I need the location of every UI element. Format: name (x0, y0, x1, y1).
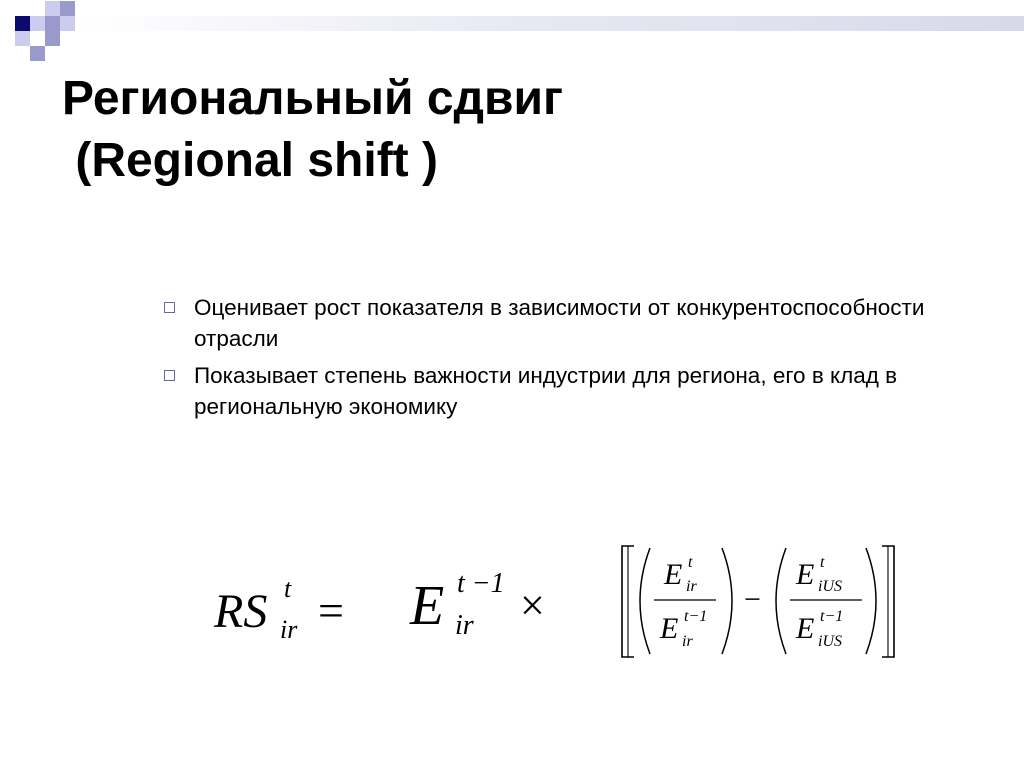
deco-square (45, 31, 60, 46)
formula-factor-sub: ir (455, 610, 474, 641)
formula-factor-sup: t −1 (457, 568, 505, 599)
right-paren (722, 548, 732, 654)
fraction1-denominator-sup: t−1 (684, 608, 708, 625)
formula-lhs: RS (214, 585, 268, 638)
fraction1-numerator-sub: ir (686, 578, 697, 595)
deco-gradient-bar (75, 16, 1024, 31)
fraction2-numerator: E (796, 558, 815, 591)
formula-lhs-sup: t (284, 574, 292, 603)
fraction1-denominator: E (660, 612, 679, 645)
decorative-header (0, 0, 1024, 60)
bullet-item (162, 360, 962, 422)
fraction2-numerator-sup: t (820, 554, 825, 571)
left-paren (640, 548, 650, 654)
formula-graphic (0, 530, 1024, 680)
formula-times: × (520, 581, 545, 630)
formula-lhs-sub: ir (280, 615, 298, 644)
deco-square (30, 16, 45, 31)
fraction2-denominator: E (796, 612, 815, 645)
deco-square (15, 31, 30, 46)
fraction2-denominator-sup: t−1 (820, 608, 844, 625)
fraction2-numerator-sub: iUS (818, 578, 842, 595)
fraction2-denominator-sub: iUS (818, 633, 842, 650)
bullet-item (162, 292, 962, 354)
deco-square (60, 1, 75, 16)
formula-minus: − (744, 583, 761, 616)
title-line-1: Региональный сдвиг (62, 72, 564, 125)
regional-shift-formula (0, 530, 1024, 680)
right-paren (866, 548, 876, 654)
deco-square (45, 1, 60, 16)
slide-title (62, 68, 563, 192)
deco-square (60, 16, 75, 31)
hollow-square-bullet-icon (164, 302, 175, 313)
formula-equals: = (318, 585, 344, 636)
title-line-2: (Regional shift ) (62, 134, 438, 187)
fraction1-denominator-sub: ir (682, 633, 693, 650)
hollow-square-bullet-icon (164, 370, 175, 381)
fraction1-numerator-sup: t (688, 554, 693, 571)
bullet-list (162, 292, 962, 428)
bullet-text: Оценивает рост показателя в зависимости от конкурентоспособности отрасли (194, 295, 925, 351)
deco-square (15, 16, 30, 31)
bullet-text: Показывает степень важности индустрии для региона, его в клад в региональную экономику (194, 363, 898, 419)
left-paren (776, 548, 786, 654)
deco-square (45, 16, 60, 31)
fraction1-numerator: E (664, 558, 683, 591)
deco-square (30, 46, 45, 61)
formula-factor: E (410, 575, 445, 637)
